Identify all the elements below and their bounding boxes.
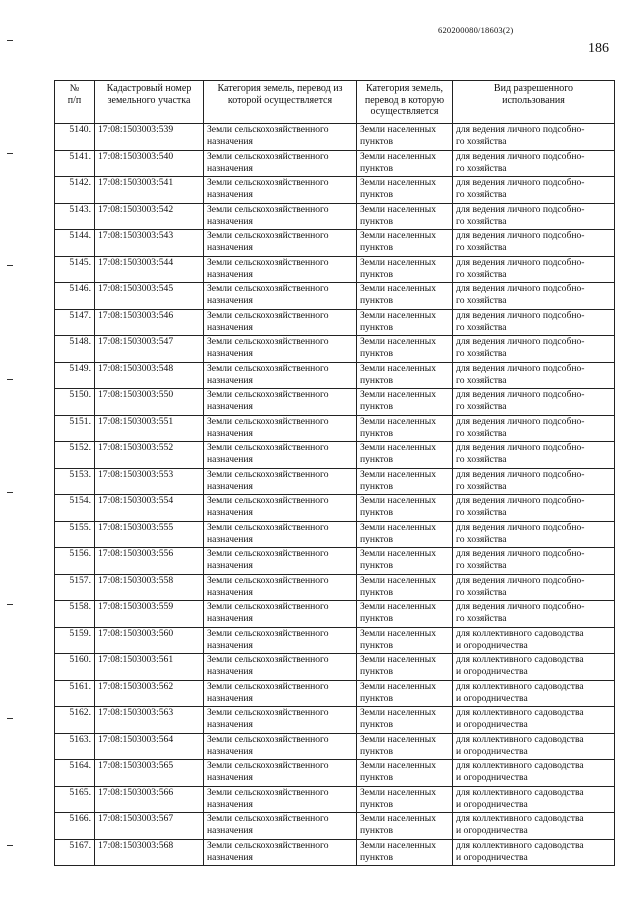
- cadastral-number: 17:08:1503003:546: [95, 309, 204, 336]
- table-row: [55, 574, 615, 601]
- category-to: Земли населенных пунктов: [357, 839, 453, 866]
- cadastral-number: 17:08:1503003:548: [95, 362, 204, 389]
- table-row: [55, 680, 615, 707]
- category-from: Земли сельскохозяйственного назначения: [204, 786, 357, 813]
- scan-margin-mark: [7, 379, 13, 380]
- column-header-number: № п/п: [55, 81, 95, 124]
- row-number: 5154.: [55, 495, 95, 522]
- row-number: 5156.: [55, 548, 95, 575]
- category-from: Земли сельскохозяйственного назначения: [204, 362, 357, 389]
- permitted-use: для ведения личного подсобно- го хозяйства: [453, 309, 615, 336]
- cadastral-number: 17:08:1503003:545: [95, 283, 204, 310]
- category-from: Земли сельскохозяйственного назначения: [204, 495, 357, 522]
- cadastral-number: 17:08:1503003:551: [95, 415, 204, 442]
- category-from: Земли сельскохозяйственного назначения: [204, 548, 357, 575]
- category-to: Земли населенных пунктов: [357, 468, 453, 495]
- category-to: Земли населенных пунктов: [357, 786, 453, 813]
- cadastral-number: 17:08:1503003:544: [95, 256, 204, 283]
- category-to: Земли населенных пунктов: [357, 415, 453, 442]
- table-row: [55, 521, 615, 548]
- permitted-use: для ведения личного подсобно- го хозяйства: [453, 124, 615, 151]
- scan-margin-mark: [7, 718, 13, 719]
- cadastral-number: 17:08:1503003:563: [95, 707, 204, 734]
- page-number: 186: [588, 41, 609, 56]
- category-to: Земли населенных пунктов: [357, 442, 453, 469]
- row-number: 5158.: [55, 601, 95, 628]
- cadastral-number: 17:08:1503003:541: [95, 177, 204, 204]
- permitted-use: для ведения личного подсобно- го хозяйства: [453, 230, 615, 257]
- category-from: Земли сельскохозяйственного назначения: [204, 336, 357, 363]
- cadastral-number: 17:08:1503003:540: [95, 150, 204, 177]
- permitted-use: для ведения личного подсобно- го хозяйства: [453, 203, 615, 230]
- category-to: Земли населенных пунктов: [357, 150, 453, 177]
- category-to: Земли населенных пунктов: [357, 601, 453, 628]
- cadastral-number: 17:08:1503003:558: [95, 574, 204, 601]
- row-number: 5149.: [55, 362, 95, 389]
- cadastral-number: 17:08:1503003:550: [95, 389, 204, 416]
- cadastral-number: 17:08:1503003:554: [95, 495, 204, 522]
- permitted-use: для коллективного садоводства и огородничества: [453, 760, 615, 787]
- table-row: [55, 283, 615, 310]
- permitted-use: для ведения личного подсобно- го хозяйства: [453, 601, 615, 628]
- row-number: 5165.: [55, 786, 95, 813]
- category-from: Земли сельскохозяйственного назначения: [204, 839, 357, 866]
- cadastral-number: 17:08:1503003:543: [95, 230, 204, 257]
- row-number: 5160.: [55, 654, 95, 681]
- row-number: 5140.: [55, 124, 95, 151]
- category-from: Земли сельскохозяйственного назначения: [204, 256, 357, 283]
- category-to: Земли населенных пунктов: [357, 680, 453, 707]
- row-number: 5161.: [55, 680, 95, 707]
- category-to: Земли населенных пунктов: [357, 336, 453, 363]
- category-from: Земли сельскохозяйственного назначения: [204, 601, 357, 628]
- scan-margin-mark: [7, 492, 13, 493]
- permitted-use: для коллективного садоводства и огородничества: [453, 786, 615, 813]
- row-number: 5153.: [55, 468, 95, 495]
- permitted-use: для ведения личного подсобно- го хозяйства: [453, 336, 615, 363]
- category-to: Земли населенных пунктов: [357, 389, 453, 416]
- category-to: Земли населенных пунктов: [357, 574, 453, 601]
- category-from: Земли сельскохозяйственного назначения: [204, 760, 357, 787]
- permitted-use: для коллективного садоводства и огородничества: [453, 680, 615, 707]
- cadastral-number: 17:08:1503003:552: [95, 442, 204, 469]
- table-row: [55, 786, 615, 813]
- scan-margin-mark: [7, 153, 13, 154]
- category-from: Земли сельскохозяйственного назначения: [204, 177, 357, 204]
- permitted-use: для ведения личного подсобно- го хозяйства: [453, 177, 615, 204]
- row-number: 5167.: [55, 839, 95, 866]
- row-number: 5146.: [55, 283, 95, 310]
- category-to: Земли населенных пунктов: [357, 309, 453, 336]
- row-number: 5155.: [55, 521, 95, 548]
- scan-margin-mark: [7, 845, 13, 846]
- column-header-permitted-use: Вид разрешенного использования: [453, 81, 615, 124]
- row-number: 5144.: [55, 230, 95, 257]
- permitted-use: для ведения личного подсобно- го хозяйства: [453, 150, 615, 177]
- permitted-use: для коллективного садоводства и огородничества: [453, 654, 615, 681]
- category-to: Земли населенных пунктов: [357, 283, 453, 310]
- cadastral-number: 17:08:1503003:561: [95, 654, 204, 681]
- category-from: Земли сельскохозяйственного назначения: [204, 680, 357, 707]
- cadastral-number: 17:08:1503003:542: [95, 203, 204, 230]
- row-number: 5148.: [55, 336, 95, 363]
- cadastral-number: 17:08:1503003:555: [95, 521, 204, 548]
- cadastral-number: 17:08:1503003:565: [95, 760, 204, 787]
- category-from: Земли сельскохозяйственного назначения: [204, 203, 357, 230]
- row-number: 5166.: [55, 813, 95, 840]
- row-number: 5152.: [55, 442, 95, 469]
- table-row: [55, 336, 615, 363]
- table-row: [55, 495, 615, 522]
- category-from: Земли сельскохозяйственного назначения: [204, 283, 357, 310]
- category-from: Земли сельскохозяйственного назначения: [204, 707, 357, 734]
- category-from: Земли сельскохозяйственного назначения: [204, 415, 357, 442]
- table-row: [55, 707, 615, 734]
- category-to: Земли населенных пунктов: [357, 177, 453, 204]
- scan-margin-mark: [7, 265, 13, 266]
- scan-margin-mark: [7, 604, 13, 605]
- permitted-use: для ведения личного подсобно- го хозяйства: [453, 521, 615, 548]
- category-to: Земли населенных пунктов: [357, 203, 453, 230]
- row-number: 5150.: [55, 389, 95, 416]
- table-row: [55, 468, 615, 495]
- table-row: [55, 813, 615, 840]
- table-row: [55, 124, 615, 151]
- cadastral-number: 17:08:1503003:559: [95, 601, 204, 628]
- category-to: Земли населенных пунктов: [357, 733, 453, 760]
- row-number: 5145.: [55, 256, 95, 283]
- category-to: Земли населенных пунктов: [357, 256, 453, 283]
- category-to: Земли населенных пунктов: [357, 654, 453, 681]
- table-row: [55, 389, 615, 416]
- table-row: [55, 839, 615, 866]
- table-row: [55, 362, 615, 389]
- cadastral-number: 17:08:1503003:547: [95, 336, 204, 363]
- permitted-use: для коллективного садоводства и огородничества: [453, 733, 615, 760]
- permitted-use: для ведения личного подсобно- го хозяйства: [453, 415, 615, 442]
- row-number: 5163.: [55, 733, 95, 760]
- category-from: Земли сельскохозяйственного назначения: [204, 309, 357, 336]
- permitted-use: для ведения личного подсобно- го хозяйства: [453, 495, 615, 522]
- category-from: Земли сельскохозяйственного назначения: [204, 654, 357, 681]
- cadastral-number: 17:08:1503003:567: [95, 813, 204, 840]
- category-to: Земли населенных пунктов: [357, 124, 453, 151]
- table-row: [55, 415, 615, 442]
- column-header-cadastral: Кадастровый номер земельного участка: [95, 81, 204, 124]
- category-to: Земли населенных пунктов: [357, 362, 453, 389]
- column-header-category-to: Категория земель, перевод в которую осуществляется: [357, 81, 453, 124]
- table-row: [55, 442, 615, 469]
- category-to: Земли населенных пунктов: [357, 627, 453, 654]
- row-number: 5143.: [55, 203, 95, 230]
- row-number: 5164.: [55, 760, 95, 787]
- category-from: Земли сельскохозяйственного назначения: [204, 574, 357, 601]
- category-from: Земли сельскохозяйственного назначения: [204, 389, 357, 416]
- table-row: [55, 627, 615, 654]
- row-number: 5159.: [55, 627, 95, 654]
- category-to: Земли населенных пунктов: [357, 760, 453, 787]
- table-row: [55, 733, 615, 760]
- permitted-use: для ведения личного подсобно- го хозяйства: [453, 574, 615, 601]
- row-number: 5151.: [55, 415, 95, 442]
- category-from: Земли сельскохозяйственного назначения: [204, 627, 357, 654]
- table-row: [55, 256, 615, 283]
- permitted-use: для ведения личного подсобно- го хозяйства: [453, 468, 615, 495]
- row-number: 5142.: [55, 177, 95, 204]
- category-to: Земли населенных пунктов: [357, 495, 453, 522]
- category-from: Земли сельскохозяйственного назначения: [204, 230, 357, 257]
- table-header-row: [55, 81, 615, 124]
- category-from: Земли сельскохозяйственного назначения: [204, 468, 357, 495]
- scan-margin-mark: [7, 40, 13, 41]
- category-from: Земли сельскохозяйственного назначения: [204, 521, 357, 548]
- permitted-use: для ведения личного подсобно- го хозяйства: [453, 256, 615, 283]
- table-row: [55, 177, 615, 204]
- category-to: Земли населенных пунктов: [357, 521, 453, 548]
- permitted-use: для коллективного садоводства и огородничества: [453, 707, 615, 734]
- table-row: [55, 548, 615, 575]
- category-to: Земли населенных пунктов: [357, 707, 453, 734]
- table-row: [55, 230, 615, 257]
- category-from: Земли сельскохозяйственного назначения: [204, 150, 357, 177]
- permitted-use: для коллективного садоводства и огородничества: [453, 839, 615, 866]
- table-row: [55, 203, 615, 230]
- permitted-use: для коллективного садоводства и огородничества: [453, 627, 615, 654]
- row-number: 5147.: [55, 309, 95, 336]
- permitted-use: для ведения личного подсобно- го хозяйства: [453, 362, 615, 389]
- cadastral-number: 17:08:1503003:562: [95, 680, 204, 707]
- category-to: Земли населенных пунктов: [357, 813, 453, 840]
- category-to: Земли населенных пунктов: [357, 230, 453, 257]
- row-number: 5162.: [55, 707, 95, 734]
- cadastral-number: 17:08:1503003:560: [95, 627, 204, 654]
- permitted-use: для ведения личного подсобно- го хозяйства: [453, 548, 615, 575]
- cadastral-number: 17:08:1503003:566: [95, 786, 204, 813]
- permitted-use: для коллективного садоводства и огородничества: [453, 813, 615, 840]
- cadastral-number: 17:08:1503003:556: [95, 548, 204, 575]
- cadastral-number: 17:08:1503003:568: [95, 839, 204, 866]
- category-from: Земли сельскохозяйственного назначения: [204, 813, 357, 840]
- table-row: [55, 760, 615, 787]
- category-to: Земли населенных пунктов: [357, 548, 453, 575]
- permitted-use: для ведения личного подсобно- го хозяйства: [453, 442, 615, 469]
- document-number: 620200080/18603(2): [438, 25, 514, 35]
- cadastral-number: 17:08:1503003:553: [95, 468, 204, 495]
- category-from: Земли сельскохозяйственного назначения: [204, 442, 357, 469]
- category-from: Земли сельскохозяйственного назначения: [204, 733, 357, 760]
- cadastral-number: 17:08:1503003:564: [95, 733, 204, 760]
- permitted-use: для ведения личного подсобно- го хозяйства: [453, 389, 615, 416]
- table-row: [55, 601, 615, 628]
- row-number: 5141.: [55, 150, 95, 177]
- category-from: Земли сельскохозяйственного назначения: [204, 124, 357, 151]
- table-row: [55, 150, 615, 177]
- land-plots-table: [54, 80, 615, 866]
- row-number: 5157.: [55, 574, 95, 601]
- permitted-use: для ведения личного подсобно- го хозяйства: [453, 283, 615, 310]
- column-header-category-from: Категория земель, перевод из которой осуществляется: [204, 81, 357, 124]
- cadastral-number: 17:08:1503003:539: [95, 124, 204, 151]
- table-row: [55, 654, 615, 681]
- table-row: [55, 309, 615, 336]
